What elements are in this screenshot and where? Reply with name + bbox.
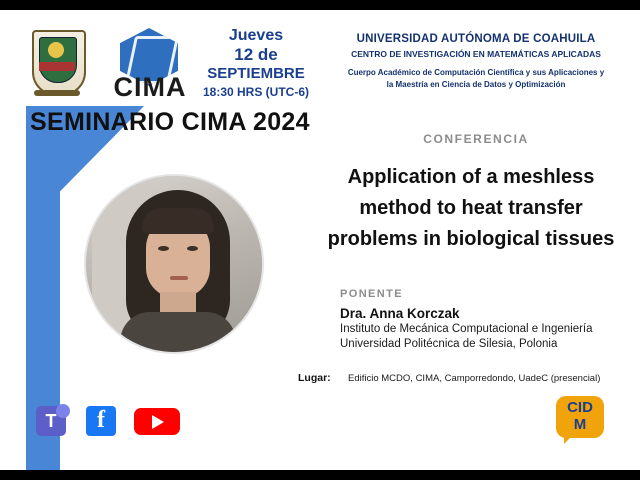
facebook-icon[interactable]	[84, 402, 122, 440]
event-day: 12 de	[234, 45, 278, 64]
talk-title: Application of a meshless method to heat transfer problems in biological tissues	[327, 166, 615, 250]
speaker-affiliation-1: Instituto de Mecánica Computacional e Ingeniería	[340, 323, 593, 335]
speaker-affiliation-2: Universidad Politécnica de Silesia, Polonia	[340, 338, 558, 350]
cid-logo-m: M	[573, 416, 587, 433]
speaker-label: PONENTE	[340, 288, 403, 300]
research-center-name: CENTRO DE INVESTIGACIÓN EN MATEMÁTICAS APLICADAS	[351, 49, 601, 59]
speaker-photo	[86, 176, 262, 352]
academic-body-line1: Cuerpo Académico de Computación Científica y sus Aplicaciones y	[347, 68, 605, 77]
speaker-name: Dra. Anna Korczak	[340, 306, 460, 321]
section-label: CONFERENCIA	[423, 132, 529, 146]
academic-body-line2: la Maestría en Ciencia de Datos y Optimización	[386, 80, 566, 89]
teams-icon[interactable]	[34, 402, 72, 440]
cid-logo-icon	[556, 396, 604, 444]
youtube-icon[interactable]	[134, 402, 186, 440]
event-time: 18:30 HRS (UTC-6)	[202, 85, 310, 99]
venue-value: Edificio MCDO, CIMA, Camporredondo, UadeC (presencial)	[348, 373, 601, 384]
university-name: UNIVERSIDAD AUTÓNOMA DE COAHUILA	[356, 33, 596, 45]
cid-logo-letters: CID	[567, 399, 593, 416]
poster-canvas	[0, 10, 640, 470]
event-weekday: Jueves	[228, 27, 284, 44]
cima-logo-icon	[96, 28, 204, 104]
uadec-crest-icon	[28, 26, 86, 100]
university-header	[330, 32, 622, 91]
social-links	[34, 402, 194, 440]
venue-label: Lugar:	[298, 372, 331, 384]
seminar-title: SEMINARIO CIMA 2024	[30, 108, 310, 136]
cima-logo-label: CIMA	[113, 72, 187, 102]
event-month: SEPTIEMBRE	[207, 65, 305, 82]
event-date-block	[196, 26, 316, 101]
